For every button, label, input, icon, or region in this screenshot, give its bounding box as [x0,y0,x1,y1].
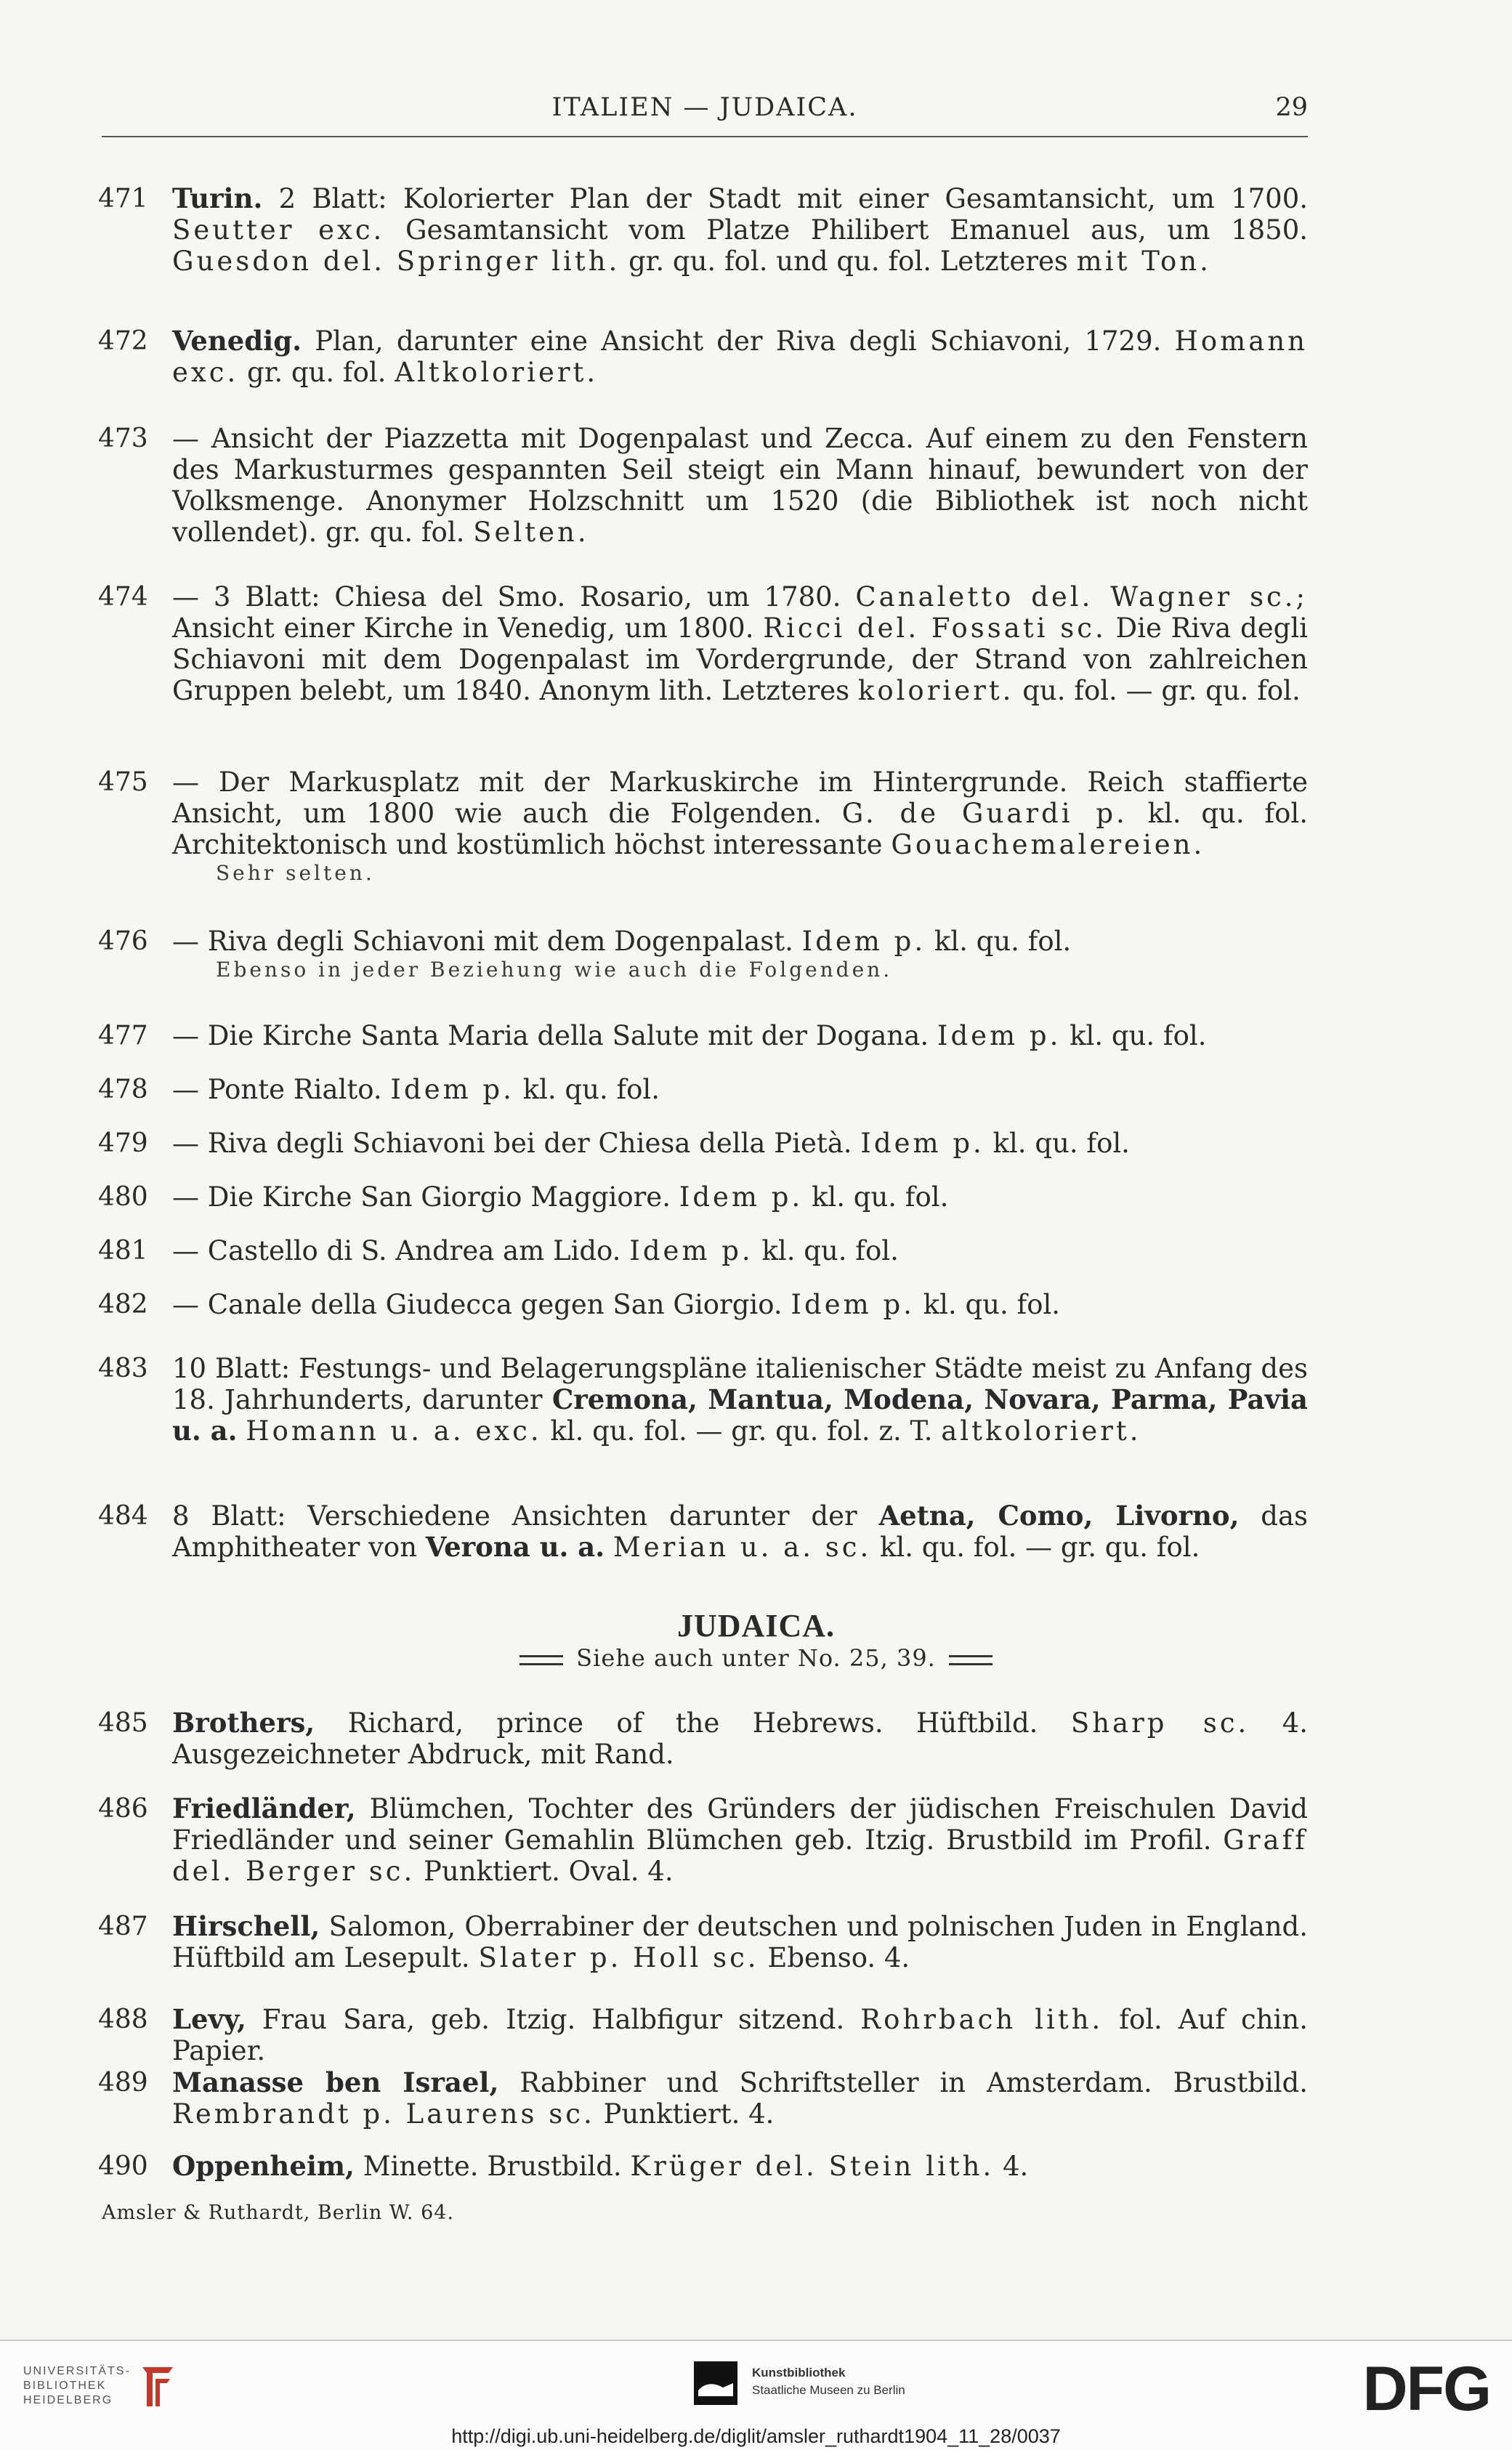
entry-number: 476 [98,926,148,956]
entry-number: 477 [98,1021,148,1051]
entry-number: 487 [98,1912,148,1941]
catalog-entry [98,183,1308,277]
entry-text: Turin. 2 Blatt: Kolorierter Plan der Stadt mit einer Gesamtansicht, um 1700. Seutter exc. Gesamtansicht vom Platze Philibert Emanuel aus, um 1850. Guesdon del. Springer lith. gr. qu. fol. und qu. fol. Letzteres mit Ton. [172,182,1308,277]
entry-number: 489 [98,2068,148,2098]
entry-number: 474 [98,582,148,612]
catalog-entry [98,1353,1308,1447]
entry-number: 478 [98,1075,148,1104]
entry-text: Manasse ben Israel, Rabbiner und Schriftsteller in Amsterdam. Brustbild. Rembrandt p. Laurens sc. Punktiert. 4. [172,2066,1308,2130]
university-library-logo-icon[interactable] [137,2360,179,2412]
entry-text: 8 Blatt: Verschiedene Ansichten darunter der Aetna, Como, Livorno, das Amphitheater von Verona u. a. Merian u. a. sc. kl. qu. fol. — gr. qu. fol. [172,1500,1308,1563]
entry-text: — 3 Blatt: Chiesa del Smo. Rosario, um 1780. Canaletto del. Wagner sc.; Ansicht einer Kirche in Venedig, um 1800. Ricci del. Fossati sc. Die Riva degli Schiavoni mit dem Dogenpalast im Vordergrunde, der Strand von zahlreichen Gruppen belebt, um 1840. Anonym lith. Letzteres koloriert. qu. fol. — gr. qu. fol. [172,581,1309,706]
catalog-entry [98,1074,1308,1105]
entry-number: 485 [98,1708,148,1738]
uni-line-3: HEIDELBERG [23,2394,113,2406]
entry-text: — Canale della Giudecca gegen San Giorgio. Idem p. kl. qu. fol. [172,1289,1061,1320]
catalog-entry [98,1289,1308,1320]
entry-number: 488 [98,2005,148,2034]
page-number: 29 [1275,93,1308,122]
judaica-heading [0,1607,1512,1672]
entry-text: — Ansicht der Piazzetta mit Dogenpalast und Zecca. Auf einem zu den Fenstern des Markusturmes gespannten Seil steigt ein Mann hinauf, bewundert von der Volksmenge. Anonymer Holzschnitt um 1520 (die Bibliothek ist noch nicht vollendet). gr. qu. fol. Selten. [172,423,1308,548]
catalog-entry [98,1500,1308,1563]
entry-number: 479 [98,1128,148,1158]
entry-text: — Riva degli Schiavoni bei der Chiesa della Pietà. Idem p. kl. qu. fol. [172,1128,1130,1159]
catalog-entry [98,2151,1308,2182]
dfg-logo[interactable]: DFG [1362,2354,1490,2424]
entry-number: 473 [98,424,148,453]
entry-number: 472 [98,326,148,356]
running-title: ITALIEN — JUDAICA. [551,93,858,122]
entry-text: — Riva degli Schiavoni mit dem Dogenpalast. Idem p. kl. qu. fol. [172,926,1072,957]
catalog-entry [98,1128,1308,1159]
uni-line-1: UNIVERSITÄTS- [23,2365,131,2377]
catalog-entry [98,1707,1308,1770]
double-rule-right [949,1655,992,1665]
entry-number: 486 [98,1794,148,1824]
kunstbibliothek-logo-icon[interactable] [694,2361,737,2405]
entry-number: 481 [98,1236,148,1266]
entry-text: — Die Kirche San Giorgio Maggiore. Idem p. kl. qu. fol. [172,1181,949,1213]
catalog-entry [98,1235,1308,1266]
entry-text: Venedig. Plan, darunter eine Ansicht der Riva degli Schiavoni, 1729. Homann exc. gr. qu. fol. Altkoloriert. [172,325,1308,388]
entry-note: Sehr selten. [216,861,375,885]
header-rule [102,136,1308,137]
entry-text: — Ponte Rialto. Idem p. kl. qu. fol. [172,1074,660,1105]
entry-text: Hirschell, Salomon, Oberrabiner der deutschen und polnischen Juden in England. Hüftbild am Lesepult. Slater p. Holl sc. Ebenso. 4. [172,1910,1308,1973]
catalog-entry [98,767,1308,886]
running-header [102,93,1308,122]
entry-text: Friedländer, Blümchen, Tochter des Gründers der jüdischen Freischulen David Friedländer und seiner Gemahlin Blümchen geb. Itzig. Brustbild im Profil. Graff del. Berger sc. Punktiert. Oval. 4. [172,1792,1308,1887]
entry-text: — Die Kirche Santa Maria della Salute mit der Dogana. Idem p. kl. qu. fol. [172,1020,1207,1051]
catalog-entry [98,1181,1308,1213]
kunstbibliothek-text [752,2364,905,2399]
kb-line-1: Kunstbibliothek [752,2366,846,2380]
entry-text: — Der Markusplatz mit der Markuskirche im Hintergrunde. Reich staffierte Ansicht, um 1800 wie auch die Folgenden. G. de Guardi p. kl. qu. fol. Architektonisch und kostümlich höchst interessante Gouachemalereien. [172,767,1308,860]
catalog-entry [98,326,1308,388]
catalog-entry [98,423,1308,548]
double-rule-left [520,1655,563,1665]
catalog-entry [98,2067,1308,2130]
university-library-text [23,2364,131,2408]
catalog-entry [98,926,1308,983]
section-title: JUDAICA. [677,1608,835,1644]
section-crossref [0,1644,1512,1672]
digitization-banner [0,2340,1512,2425]
catalog-entry [98,1911,1308,1973]
kb-line-2: Staatliche Museen zu Berlin [752,2383,905,2397]
entry-number: 483 [98,1354,148,1383]
catalog-entry [98,2004,1308,2066]
entry-text: Levy, Frau Sara, geb. Itzig. Halbfigur sitzend. Rohrbach lith. fol. Auf chin. Papier. [172,2003,1308,2066]
printer-imprint: Amsler & Ruthardt, Berlin W. 64. [102,2202,455,2224]
entry-number: 490 [98,2151,148,2181]
permalink-url[interactable]: http://digi.ub.uni-heidelberg.de/diglit/amsler_ruthardt1904_11_28/0037 [451,2425,1061,2447]
catalog-entry [98,1020,1308,1051]
catalog-entry [98,581,1308,706]
entry-text: — Castello di S. Andrea am Lido. Idem p. kl. qu. fol. [172,1235,899,1266]
crossref-text: Siehe auch unter No. 25, 39. [576,1644,936,1672]
catalog-entry [98,1793,1308,1887]
entry-number: 480 [98,1182,148,1212]
entry-note: Ebenso in jeder Beziehung wie auch die Folgenden. [216,958,893,982]
entry-text: 10 Blatt: Festungs- und Belagerungspläne italienischer Städte meist zu Anfang des 18. Jahrhunderts, darunter Cremona, Mantua, Modena, Novara, Parma, Pavia u. a. Homann u. a. exc. kl. qu. fol. — gr. qu. fol. z. T. altkoloriert. [172,1353,1308,1447]
entry-number: 475 [98,767,148,797]
entry-number: 482 [98,1290,148,1319]
entry-text: Oppenheim, Minette. Brustbild. Krüger del. Stein lith. 4. [172,2150,1029,2182]
entry-number: 471 [98,184,148,214]
entry-number: 484 [98,1501,148,1531]
entry-text: Brothers, Richard, prince of the Hebrews. Hüftbild. Sharp sc. 4. Ausgezeichneter Abdruck, mit Rand. [172,1707,1308,1770]
uni-line-2: BIBLIOTHEK [23,2380,107,2392]
